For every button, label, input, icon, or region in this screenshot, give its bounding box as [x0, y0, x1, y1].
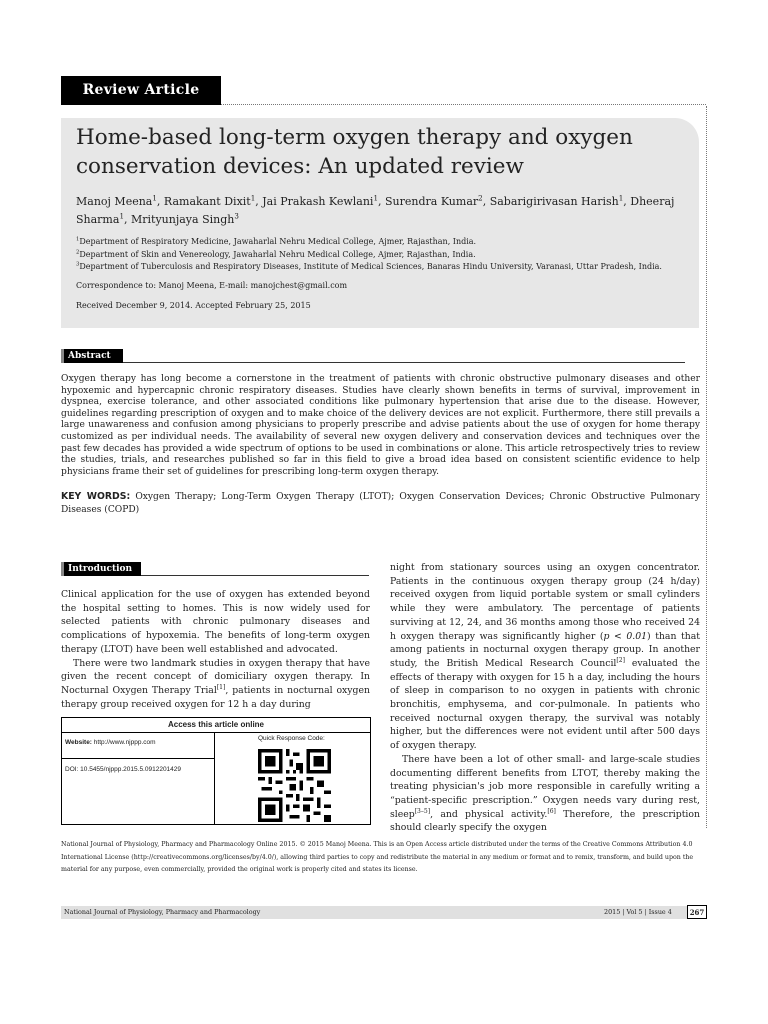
- keywords: [61, 491, 700, 516]
- intro-rule: [141, 575, 369, 576]
- access-website: [65, 739, 156, 746]
- abstract-rule: [123, 362, 685, 363]
- author-affiliation-marker: 1: [373, 193, 378, 203]
- author-affiliation-marker: 3: [234, 211, 239, 221]
- keywords-label: KEY WORDS:: [61, 491, 131, 502]
- author-affiliation-marker: 2: [478, 193, 483, 203]
- author-affiliation-marker: 1: [119, 211, 124, 221]
- citation[interactable]: [1]: [216, 683, 226, 691]
- right-paragraph-2: There have been a lot of other small- and large-scale studies documenting different benefits from LTOT, thereby making the treating physician's job more responsible in carefully writing a “patient-specific prescription.” Oxygen needs vary during rest, sleep[3–5], and physical activity.[6] Therefore, the prescription should clearly specify the oxygen: [390, 753, 700, 834]
- author-name: Jai Prakash Kewlani: [262, 195, 374, 208]
- author-name: Ramakant Dixit: [163, 195, 251, 208]
- intro-heading: [61, 562, 141, 576]
- access-divider: [214, 733, 215, 824]
- author-name: Surendra Kumar: [385, 195, 479, 208]
- intro-left-column: [61, 588, 370, 711]
- intro-paragraph-2: There were two landmark studies in oxygen therapy that have given the recent concept of domiciliary oxygen therapy. In Nocturnal Oxygen Therapy Trial[1], patients in nocturnal oxygen therapy group received oxygen for 12 h a day during: [61, 657, 370, 710]
- license-notice: National Journal of Physiology, Pharmacy and Pharmacology Online 2015. © 2015 Manoj Meena. This is an Open Access article distributed under the terms of the Creative Commons Attribution 4.0 International License (http://creativecommons.org/licenses/by/4.0/), allowing third parties to copy and redistribute the material in any medium or format and to remix, transform, and build upon the material for any purpose, even commercially, provided the original work is properly cited and states its license.: [61, 841, 694, 873]
- abstract-heading: [61, 349, 123, 363]
- citation[interactable]: [2]: [616, 656, 625, 664]
- qr-code-icon[interactable]: [258, 749, 331, 822]
- qr-code-label: Quick Response Code:: [258, 735, 325, 742]
- header-dotted-rule: [221, 104, 706, 105]
- author-name: Dheeraj Sharma: [76, 195, 675, 226]
- access-heading: Access this article online: [62, 718, 370, 733]
- side-dotted-rule: [706, 106, 707, 828]
- website-label: Website:: [65, 739, 92, 746]
- affiliation-3: $^3$Department of Tuberculosis and Respiratory Diseases, Institute of Medical Sciences, Banaras Hindu University, Varanasi, Uttar Pradesh, India.: [76, 261, 662, 271]
- footer-issue-info: 2015 | Vol 5 | Issue 4: [604, 908, 672, 916]
- intro-paragraph-1: Clinical application for the use of oxygen has extended beyond the hospital setting to homes. This is now widely used for selected patients with chronic pulmonary diseases and complications of hypoxemia. The benefits of long-term oxygen therapy (LTOT) have been well established and advocated.: [61, 589, 370, 655]
- abstract-text: Oxygen therapy has long become a cornerstone in the treatment of patients with chronic obstructive pulmonary diseases and other hypoxemic and hypercapnic chronic respiratory diseases. Studies have clearly shown benefits in terms of survival, improvement in dyspnea, exercise tolerance, and other associated conditions like pulmonary hypertension that arise due to the disease. However, guidelines regarding prescription of oxygen and to make choice of the delivery devices are not explicit. Furthermore, there still prevails a large unawareness and confusion among physicians to properly prescribe and advise patients about the use of oxygen for home therapy customized as per individual needs. The availability of several new oxygen delivery and conservation devices and techniques over the past few decades has provided a wide spectrum of options to be used in combinations or alone. This article retrospectively tries to review the studies, trials, and researches published so far in this field to give a broad idea based on consistent scientific evidence to help physicians frame their set of guidelines for prescribing long-term oxygen therapy.: [61, 374, 700, 477]
- author-list: Manoj Meena$^1$, Ramakant Dixit$^1$, Jai Prakash Kewlani$^1$, Surendra Kumar$^2$, Sabarigirivasan Harish$^1$, Dheeraj Sharma$^1$, Mrityunjaya Singh$^3$: [76, 193, 675, 226]
- received-date: Received December 9, 2014. Accepted February 25, 2015: [76, 301, 311, 310]
- correspondence: Correspondence to: Manoj Meena, E-mail: manojchest@gmail.com: [76, 281, 348, 290]
- keywords-text: Oxygen Therapy; Long-Term Oxygen Therapy (LTOT); Oxygen Conservation Devices; Chronic Obstructive Pulmonary Diseases (COPD): [61, 492, 700, 515]
- affiliation-1: $^1$Department of Respiratory Medicine, Jawaharlal Nehru Medical College, Ajmer, Rajasthan, India.: [76, 236, 477, 246]
- access-row-divider: [62, 758, 214, 759]
- website-link[interactable]: http://www.njppp.com: [93, 739, 156, 746]
- author-affiliation-marker: 1: [618, 193, 624, 203]
- footer-journal-name: National Journal of Physiology, Pharmacy and Pharmacology: [64, 908, 261, 916]
- intro-heading-text: Introduction: [68, 564, 133, 574]
- intro-right-column: [390, 561, 700, 835]
- author-name: Sabarigirivasan Harish: [489, 195, 619, 208]
- article-title: Home-based long-term oxygen therapy and oxygen conservation devices: An updated review: [76, 125, 633, 179]
- citation[interactable]: [3–5]: [414, 807, 431, 815]
- article-type-badge: Review Article: [61, 76, 221, 105]
- author-name: Manoj Meena: [76, 195, 153, 208]
- affiliation-2: $^2$Department of Skin and Venereology, Jawaharlal Nehru Medical College, Ajmer, Rajasthan, India.: [76, 248, 476, 259]
- author-affiliation-marker: 1: [152, 193, 157, 203]
- citation[interactable]: [6]: [547, 807, 556, 815]
- right-paragraph-1: night from stationary sources using an oxygen concentrator. Patients in the continuous oxygen therapy group (24 h/day) received oxygen from liquid portable system or small cylinders while they were ambulatory. The percentage of patients surviving at 12, 24, and 36 months among those who received 24 h oxygen therapy was significantly higher (p < 0.01) than that among patients in nocturnal oxygen therapy group. In another study, the British Medical Research Council[2] evaluated the effects of therapy with oxygen for 15 h a day, including the hours of sleep in comparison to no oxygen in patients with chronic bronchitis, emphysema, and cor-pulmonale. In patients who received nocturnal oxygen therapy, the survival was notably higher, but the differences were not evident until after 500 days of oxygen therapy.: [390, 562, 701, 752]
- author-affiliation-marker: 1: [250, 193, 256, 203]
- access-article-box: [61, 717, 371, 825]
- abstract-heading-text: Abstract: [68, 351, 111, 361]
- page-number: 267: [687, 905, 707, 919]
- affiliations: [76, 236, 696, 274]
- access-doi[interactable]: DOI: 10.5455/njppp.2015.5.0912201429: [65, 766, 182, 773]
- author-name: Mrityunjaya Singh: [130, 213, 235, 226]
